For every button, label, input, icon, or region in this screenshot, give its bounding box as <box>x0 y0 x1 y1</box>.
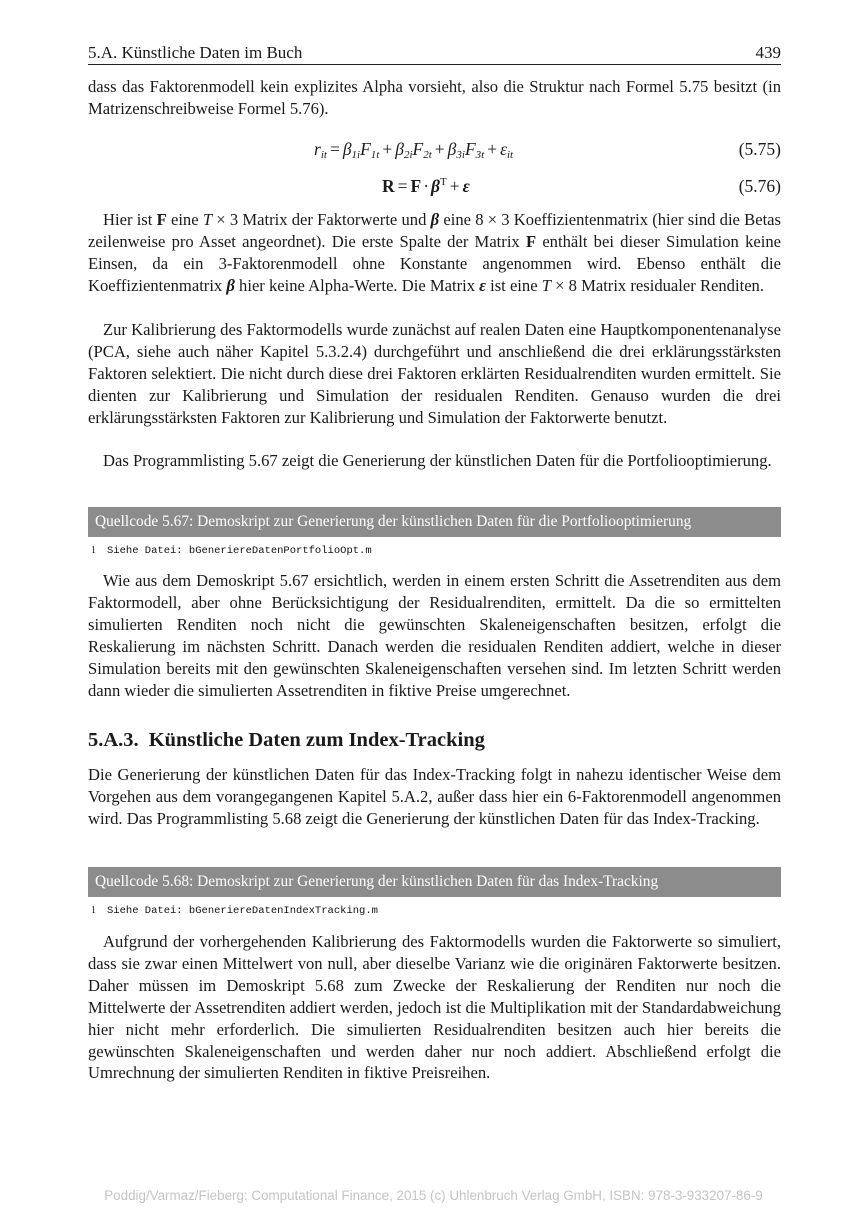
running-header <box>88 42 781 65</box>
equation-5-75 <box>88 139 781 163</box>
section-heading <box>88 727 485 753</box>
paragraph-text: Das Programmlisting 5.67 zeigt die Generierung der künstlichen Daten für die Portfoliooptimierung. <box>103 451 772 470</box>
section-number: 5.A.3. <box>88 729 139 751</box>
paragraph-demoscript-5-68 <box>88 931 781 1084</box>
equation-body: $R = F \cdot \beta^T + \varepsilon$ <box>382 176 470 196</box>
copyright-footer: Poddig/Varmaz/Fieberg: Computational Finance, 2015 (c) Uhlenbruch Verlag GmbH, ISBN: 978-3-933207-86-9 <box>104 1188 763 1203</box>
code-text: Siehe Datei: bGeneriereDatenPortfolioOpt.m <box>107 545 372 557</box>
listing-caption-5-68: Quellcode 5.68: Demoskript zur Generierung der künstlichen Daten für das Index-Tracking <box>88 867 781 897</box>
equation-body: $r_{it} = \beta_{1i}F_{1t} + \beta_{2i}F_{2t} + \beta_{3i}F_{3t} + \varepsilon_{it}$ <box>314 139 514 161</box>
paragraph-intro <box>88 76 781 120</box>
paragraph-text: Die Generierung der künstlichen Daten für das Index-Tracking folgt in nahezu identischer Weise dem Vorgehen aus dem vorangegangenen Kapitel 5.A.2, außer dass hier ein 6-Faktorenmodell angenommen wird. Das Programmlisting 5.68 zeigt die Generierung der künstlichen Daten für das Index-Tracking. <box>88 765 781 828</box>
paragraph-demoscript-5-67 <box>88 570 781 701</box>
paragraph-listing-ref-1 <box>88 450 781 472</box>
paragraph-calibration <box>88 319 781 429</box>
paragraph-text: Zur Kalibrierung des Faktormodells wurde zunächst auf realen Daten eine Hauptkomponentenanalyse (PCA, siehe auch näher Kapitel 5.3.2.4) durchgeführt und anschließend die drei erklärungsstärksten Faktoren selektiert. Die nicht durch diese drei Faktoren erklärten Residualrenditen wurden ermittelt. Sie dienten zur Kalibrierung und Simulation der residualen Renditen. Genauso wurden die drei erklärungsstärksten Faktoren zur Kalibrierung und Simulation der Faktorwerte benutzt. <box>88 320 781 427</box>
code-listing-5-68 <box>88 904 781 918</box>
equation-5-76 <box>88 176 781 200</box>
code-line-number: 1 <box>91 545 96 556</box>
paragraph-text: dass das Faktorenmodell kein explizites Alpha vorsieht, also die Struktur nach Formel 5.75 besitzt (in Matrizenschreibweise Formel 5.76). <box>88 77 781 118</box>
paragraph-text: Hier ist F eine T × 3 Matrix der Faktorwerte und β eine 8 × 3 Koeffizientenmatrix (hier sind die Betas zeilenweise pro Asset angeordnet). Die erste Spalte der Matrix F enthält bei dieser Simulation keine Einsen, da ein 3-Faktorenmodell ohne Konstante angenommen wird. Ebenso enthält die Koeffizientenmatrix β hier keine Alpha-Werte. Die Matrix ε ist eine T × 8 Matrix residualer Renditen. <box>88 210 782 295</box>
section-title: Künstliche Daten zum Index-Tracking <box>148 729 485 751</box>
page-number: 439 <box>755 43 781 62</box>
code-listing-5-67 <box>88 544 781 558</box>
paragraph-text: Wie aus dem Demoskript 5.67 ersichtlich, werden in einem ersten Schritt die Assetrenditen aus dem Faktormodell, aber ohne Berücksichtigung der Residualrenditen, ermittelt. Da die so ermittelten simulierten Renditen noch nicht die gewünschten Skaleneigenschaften besitzen, erfolgt die Reskalierung im nächsten Schritt. Danach werden die residualen Renditen addiert, welche in dieser Simulation bereits mit den gewünschten Skaleneigenschaften versehen sind. Im letzten Schritt werden dann wieder die simulierten Assetrenditen in fiktive Preise umgerechnet. <box>88 571 781 700</box>
paragraph-matrix-explanation <box>88 209 781 297</box>
paragraph-text: Aufgrund der vorhergehenden Kalibrierung des Faktormodells wurden die Faktorwerte so simuliert, dass sie zwar einen Mittelwert von null, aber dieselbe Varianz wie die originären Faktorwerte besitzen. Daher müssen im Demoskript 5.68 zum Zwecke der Reskalierung der Renditen nur noch die Mittelwerte der Assetrenditen addiert werden, jedoch ist die Multiplikation mit der Standardabweichung hier nicht mehr erforderlich. Die simulierten Residualrenditen besitzen auch hier bereits die gewünschten Skaleneigenschaften und werden daher nur noch addiert. Abschließend erfolgt die Umrechnung der simulierten Renditen in fiktive Preisreihen. <box>88 932 781 1083</box>
paragraph-index-tracking <box>88 764 781 830</box>
running-header-title: 5.A. Künstliche Daten im Buch <box>88 43 303 62</box>
equation-number: (5.75) <box>738 139 781 159</box>
listing-caption-5-67: Quellcode 5.67: Demoskript zur Generierung der künstlichen Daten für die Portfoliooptimierung <box>88 507 781 537</box>
code-line-number: 1 <box>91 905 96 916</box>
equation-number: (5.76) <box>738 176 781 196</box>
code-text: Siehe Datei: bGeneriereDatenIndexTracking.m <box>107 905 378 917</box>
